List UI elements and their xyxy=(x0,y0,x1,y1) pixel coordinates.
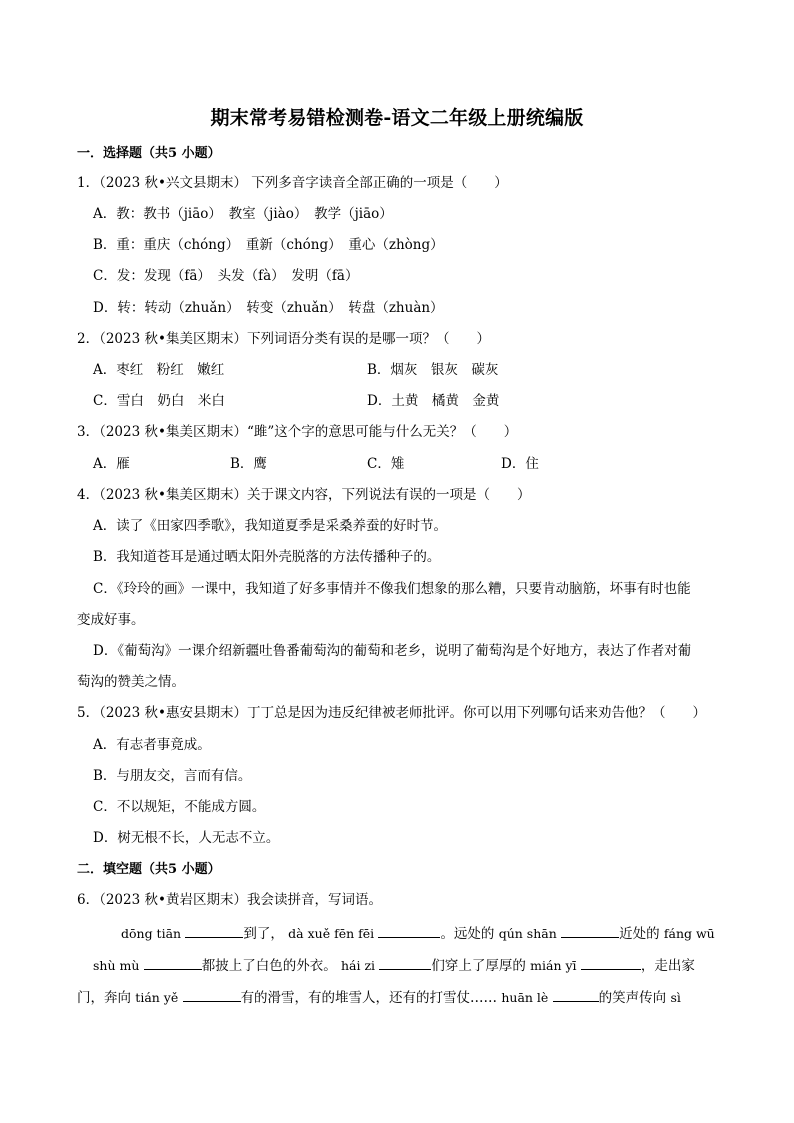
question-5-option-d: D．树无根不长，人无志不立。 xyxy=(93,830,280,846)
question-3-option-c: C．雉 xyxy=(367,456,405,472)
question-4-option-c: C．《玲玲的画》一课中，我知道了好多事情并不像我们想象的那么糟，只要肯动脑筋，坏事有时也能 xyxy=(93,581,691,597)
question-5-option-c: C．不以规矩，不能成方圆。 xyxy=(93,799,266,815)
passage-text: 们穿上了厚厚的 xyxy=(431,958,526,974)
answer-blank[interactable] xyxy=(561,923,619,938)
passage-text: ，走出家 xyxy=(640,958,695,974)
question-4-option-a: A．读了《田家四季歌》，我知道夏季是采桑养蚕的好时节。 xyxy=(93,518,447,534)
answer-blank[interactable] xyxy=(183,987,241,1002)
passage-text: 。远处的 xyxy=(440,926,495,942)
question-2-option-b: B．烟灰 银灰 碳灰 xyxy=(367,362,499,378)
question-6-line-3 xyxy=(77,987,681,1008)
answer-blank[interactable] xyxy=(553,987,599,1002)
pinyin: huān lè xyxy=(501,990,549,1005)
question-5-stem: 5．（2023 秋•惠安县期末）丁丁总是因为违反纪律被老师批评。你可以用下列哪句话来劝告他？（ ） xyxy=(77,705,706,721)
pinyin: hái zi xyxy=(341,958,376,973)
question-4-option-c-cont: 变成好事。 xyxy=(77,612,145,628)
answer-blank[interactable] xyxy=(378,923,440,938)
question-2-option-a: A．枣红 粉红 嫩红 xyxy=(93,362,225,378)
pinyin: dà xuě fēn fēi xyxy=(288,926,375,941)
pinyin: dōng tiān xyxy=(121,926,182,941)
question-2-option-d: D．土黄 橘黄 金黄 xyxy=(367,393,500,409)
passage-text: 有的滑雪，有的堆雪人，还有的打雪仗…… xyxy=(240,990,498,1006)
section-heading-fill: 二．填空题（共5 小题） xyxy=(77,862,221,877)
question-3-option-b: B．鹰 xyxy=(230,456,267,472)
answer-blank[interactable] xyxy=(581,955,641,970)
question-3-stem: 3．（2023 秋•集美区期末）“雎”这个字的意思可能与什么无关？（ ） xyxy=(77,424,518,440)
question-3-option-a: A．雁 xyxy=(93,456,130,472)
answer-blank[interactable] xyxy=(144,955,202,970)
pinyin: tián yě xyxy=(135,990,179,1005)
question-1-option-d: D．转：转动（zhuǎn） 转变（zhuǎn） 转盘（zhuàn） xyxy=(93,300,444,316)
passage-text: 都披上了白色的外衣。 xyxy=(201,958,337,974)
passage-text: 近处的 xyxy=(619,926,660,942)
question-6-line-1 xyxy=(121,923,715,944)
pinyin: fáng wū xyxy=(663,926,715,941)
pinyin: sì xyxy=(670,990,681,1005)
question-5-option-a: A．有志者事竟成。 xyxy=(93,737,211,753)
pinyin: qún shān xyxy=(498,926,557,941)
question-4-option-d-cont: 萄沟的赞美之情。 xyxy=(77,674,185,690)
question-1-option-b: B．重：重庆（chóng） 重新（chóng） 重心（zhòng） xyxy=(93,237,444,253)
question-2-option-c: C．雪白 奶白 米白 xyxy=(93,393,225,409)
answer-blank[interactable] xyxy=(379,955,431,970)
question-1-option-c: C．发：发现（fā） 头发（fà） 发明（fā） xyxy=(93,268,359,284)
question-4-stem: 4．（2023 秋•集美区期末）关于课文内容，下列说法有误的一项是（ ） xyxy=(77,487,531,503)
page-title: 期末常考易错检测卷-语文二年级上册统编版 xyxy=(210,107,584,129)
passage-text: 到了， xyxy=(243,926,284,942)
question-6-line-2 xyxy=(93,955,695,976)
pinyin: shù mù xyxy=(93,958,140,973)
passage-text: 的笑声传向 xyxy=(598,990,667,1006)
pinyin: mián yī xyxy=(530,958,577,973)
question-2-stem: 2．（2023 秋•集美区期末）下列词语分类有误的是哪一项？（ ） xyxy=(77,331,490,347)
question-3-option-d: D．住 xyxy=(501,456,539,472)
question-1-option-a: A．教：教书（jiāo） 教室（jiào） 教学（jiāo） xyxy=(93,206,393,222)
question-4-option-d: D．《葡萄沟》一课介绍新疆吐鲁番葡萄沟的葡萄和老乡，说明了葡萄沟是个好地方，表达了作者对葡 xyxy=(93,643,692,659)
question-1-stem: 1．（2023 秋•兴文县期末） 下列多音字读音全部正确的一项是（ ） xyxy=(77,175,508,191)
passage-text: 门，奔向 xyxy=(77,990,131,1006)
section-heading-choice: 一．选择题（共5 小题） xyxy=(77,146,221,161)
question-6-stem: 6．（2023 秋•黄岩区期末）我会读拼音，写词语。 xyxy=(77,892,382,908)
question-4-option-b: B．我知道苍耳是通过晒太阳外壳脱落的方法传播种子的。 xyxy=(93,549,441,565)
answer-blank[interactable] xyxy=(185,923,243,938)
question-5-option-b: B．与朋友交，言而有信。 xyxy=(93,768,252,784)
